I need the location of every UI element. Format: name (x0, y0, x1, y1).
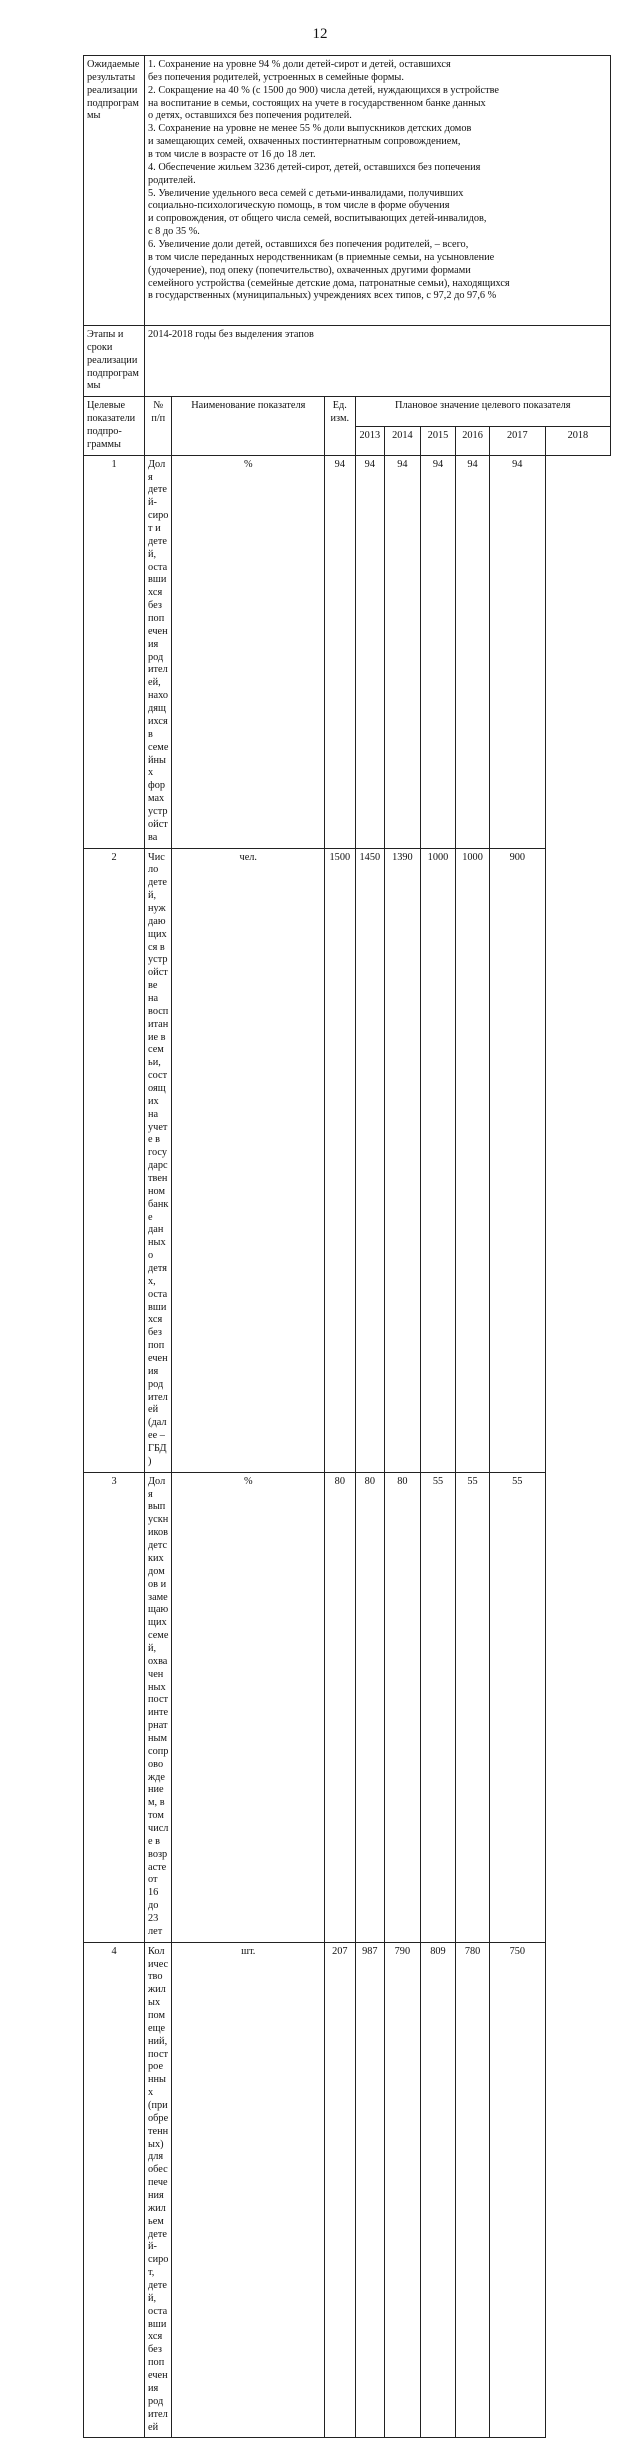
year-header-2015: 2015 (420, 426, 456, 455)
col-plan-header: Плановое значение целевого показателя (355, 397, 610, 426)
indicator-unit: % (172, 455, 325, 848)
result-line: родителей. (148, 174, 196, 186)
stages-value: 2014-2018 годы без выделения этапов (145, 326, 611, 397)
indicator-value-2016: 94 (420, 455, 456, 848)
col-num-header: № п/п (145, 397, 172, 455)
indicator-value-2015: 80 (385, 1472, 421, 1942)
result-line: на воспитание в семьи, состоящих на учете в государственном банке данных (148, 97, 486, 109)
indicator-value-2017: 1000 (456, 848, 490, 1472)
result-line: (удочерение), под опеку (попечительство), охваченных другими формами (148, 264, 471, 276)
indicator-row (84, 455, 611, 848)
result-line: 3. Сохранение на уровне не менее 55 % доли выпускников детских домов (148, 123, 472, 135)
indicator-value-2013: 80 (325, 1472, 356, 1942)
year-header-2014: 2014 (385, 426, 421, 455)
stages-label: Этапы и сроки реализации подпрограммы (84, 326, 145, 397)
indicator-value-2015: 790 (385, 1942, 421, 2438)
result-line: в том числе в возрасте от 16 до 18 лет. (148, 149, 316, 161)
indicator-value-2014: 1450 (355, 848, 385, 1472)
result-line: и сопровождения, от общего числа семей, воспитывающих детей-инвалидов, (148, 213, 487, 225)
indicator-unit: шт. (172, 1942, 325, 2438)
page-number: 12 (312, 26, 328, 42)
year-header-2017: 2017 (489, 426, 545, 455)
indicator-value-2018: 900 (489, 848, 545, 1472)
indicator-num: 4 (84, 1942, 145, 2438)
indicator-num: 1 (84, 455, 145, 848)
year-header-2016: 2016 (456, 426, 490, 455)
indicator-num: 2 (84, 848, 145, 1472)
year-header-2018: 2018 (545, 426, 610, 455)
indicator-name: Доля детей-сирот и детей, оставшихся без попечения родителей, находящихся в семейных формах устройства (145, 455, 172, 848)
expected-results-text (145, 56, 611, 326)
result-line: 2. Сокращение на 40 % (с 1500 до 900) числа детей, нуждающихся в устройстве (148, 84, 499, 96)
result-line: в том числе переданных неродственникам (в приемные семьи, на усыновление (148, 251, 495, 263)
indicator-value-2015: 1390 (385, 848, 421, 1472)
indicator-value-2017: 780 (456, 1942, 490, 2438)
result-line: 6. Увеличение доли детей, оставшихся без попечения родителей, – всего, (148, 239, 469, 251)
result-line: без попечения родителей, устроенных в семейные формы. (148, 71, 404, 83)
indicator-name: Количество жилых помещений, построенных (приобретенных) для обеспечения жильем детей-сирот, детей, оставшихся без попечения родителей (145, 1942, 172, 2438)
result-line: о детях, оставшихся без попечения родителей. (148, 110, 352, 122)
expected-results-row (84, 56, 611, 326)
indicator-row (84, 1472, 611, 1942)
result-line: 4. Обеспечение жильем 3236 детей-сирот, детей, оставшихся без попечения (148, 161, 481, 173)
indicator-value-2016: 55 (420, 1472, 456, 1942)
indicator-name: Доля выпускников детских домов и замещающих семей, охваченных постинтернатным сопровождением, в том числе в возрасте от 16 до 23 лет (145, 1472, 172, 1942)
result-line: в государственных (муниципальных) учреждениях всех типов, с 97,2 до 97,6 % (148, 290, 497, 302)
indicator-value-2013: 207 (325, 1942, 356, 2438)
year-header-2013: 2013 (355, 426, 385, 455)
indicator-value-2013: 94 (325, 455, 356, 848)
indicator-name: Число детей, нуждающихся в устройстве на воспитание в семьи, состоящих на учете в государственном банке данных о детях, оставшихся без попечения родителей (далее – ГБД) (145, 848, 172, 1472)
indicator-unit: чел. (172, 848, 325, 1472)
col-unit-header: Ед. изм. (325, 397, 356, 455)
indicator-value-2017: 94 (456, 455, 490, 848)
indicator-value-2016: 809 (420, 1942, 456, 2438)
indicator-value-2014: 94 (355, 455, 385, 848)
indicator-row (84, 848, 611, 1472)
result-line: с 8 до 35 %. (148, 226, 200, 238)
expected-results-label: Ожидаемые результаты реализации подпрограммы (84, 56, 145, 326)
result-line: социально-психологическую помощь, в том числе в форме обучения (148, 200, 450, 212)
program-table (83, 55, 611, 2438)
result-line: и замещающих семей, охваченных постинтернатным сопровождением, (148, 136, 461, 148)
indicator-row (84, 1942, 611, 2438)
indicator-value-2017: 55 (456, 1472, 490, 1942)
indicator-num: 3 (84, 1472, 145, 1942)
indicator-value-2016: 1000 (420, 848, 456, 1472)
indicator-unit: % (172, 1472, 325, 1942)
stages-row (84, 326, 611, 397)
indicator-value-2018: 750 (489, 1942, 545, 2438)
result-line: 5. Увеличение удельного веса семей с детьми-инвалидами, получивших (148, 187, 464, 199)
indicator-value-2018: 55 (489, 1472, 545, 1942)
col-name-header: Наименование показателя (172, 397, 325, 455)
indicators-label: Целевые показатели подпро-граммы (84, 397, 145, 455)
result-line: семейного устройства (семейные детские дома, патронатные семьи), находящихся (148, 277, 510, 289)
indicator-value-2013: 1500 (325, 848, 356, 1472)
indicator-value-2014: 80 (355, 1472, 385, 1942)
indicator-value-2018: 94 (489, 455, 545, 848)
indicator-value-2014: 987 (355, 1942, 385, 2438)
result-line: 1. Сохранение на уровне 94 % доли детей-сирот и детей, оставшихся (148, 59, 451, 70)
indicator-value-2015: 94 (385, 455, 421, 848)
indicators-header-row (84, 397, 611, 426)
